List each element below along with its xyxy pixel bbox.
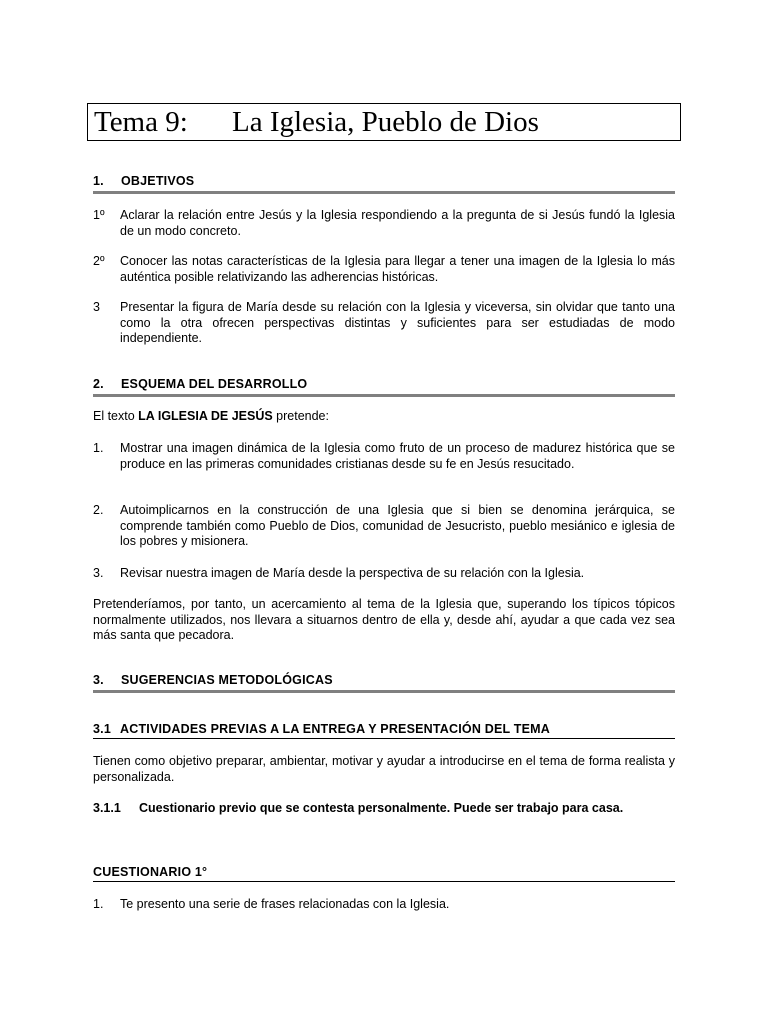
scheme-item-3 bbox=[93, 566, 675, 582]
objective-number: 1º bbox=[93, 208, 105, 222]
questionnaire-item-1 bbox=[93, 897, 675, 913]
objective-text: Conocer las notas características de la Iglesia para llegar a tener una imagen de la Iglesia lo más auténtica posible relativizando las adherencias históricas. bbox=[120, 254, 675, 284]
subsection-3-1-heading bbox=[93, 722, 675, 739]
subsection-3-1-text: Tienen como objetivo preparar, ambientar, motivar y ayudar a introducirse en el tema de forma realista y personalizada. bbox=[93, 754, 675, 784]
objective-item-1 bbox=[93, 208, 675, 239]
section-2-title: ESQUEMA DEL DESARROLLO bbox=[121, 377, 308, 391]
section-1-heading bbox=[93, 174, 675, 194]
objective-item-3 bbox=[93, 300, 675, 347]
scheme-number: 3. bbox=[93, 566, 104, 580]
questionnaire-heading bbox=[93, 865, 675, 882]
section-2-intro bbox=[93, 409, 675, 425]
scheme-item-2 bbox=[93, 503, 675, 550]
intro-bold-text: LA IGLESIA DE JESÚS bbox=[138, 409, 273, 423]
intro-text: El texto bbox=[93, 409, 139, 423]
subsection-3-1-title: ACTIVIDADES PREVIAS A LA ENTREGA Y PRESENTACIÓN DEL TEMA bbox=[120, 722, 550, 736]
objective-number: 2º bbox=[93, 254, 105, 268]
scheme-text: Mostrar una imagen dinámica de la Iglesia como fruto de un proceso de madurez histórica que se produce en las primeras comunidades cristianas desde su fe en Jesús resucitado. bbox=[120, 441, 675, 471]
section-2-closing: Pretenderíamos, por tanto, un acercamiento al tema de la Iglesia que, superando los típicos tópicos normalmente utilizados, nos llevara a situarnos dentro de ella y, desde ahí, ayudar a que cada vez sea más santa que pecadora. bbox=[93, 597, 675, 642]
intro-text-end: pretende: bbox=[272, 409, 329, 423]
title-number: Tema 9: bbox=[94, 106, 188, 138]
section-3-heading bbox=[93, 673, 675, 693]
objective-item-2 bbox=[93, 254, 675, 285]
page-title bbox=[87, 103, 681, 141]
subsection-3-1-1-number: 3.1.1 bbox=[93, 801, 121, 815]
section-2-number: 2. bbox=[93, 377, 104, 391]
section-2-heading bbox=[93, 377, 675, 397]
scheme-text: Revisar nuestra imagen de María desde la perspectiva de su relación con la Iglesia. bbox=[120, 566, 585, 580]
scheme-number: 1. bbox=[93, 441, 104, 455]
questionnaire-title: CUESTIONARIO 1° bbox=[93, 865, 208, 879]
subsection-3-1-number: 3.1 bbox=[93, 722, 111, 736]
objective-text: Presentar la figura de María desde su relación con la Iglesia y viceversa, sin olvidar que tanto una como la otra ofrecen perspectivas distintas y suficientes para ser estudiadas de modo independiente. bbox=[120, 300, 675, 345]
section-1-title: OBJETIVOS bbox=[121, 174, 195, 188]
subsection-3-1-1 bbox=[93, 800, 675, 816]
objective-number: 3 bbox=[93, 300, 100, 314]
scheme-item-1 bbox=[93, 441, 675, 472]
question-text: Te presento una serie de frases relacionadas con la Iglesia. bbox=[120, 897, 450, 911]
title-text: La Iglesia, Pueblo de Dios bbox=[232, 106, 539, 138]
section-3-title: SUGERENCIAS METODOLÓGICAS bbox=[121, 673, 333, 687]
question-number: 1. bbox=[93, 897, 104, 911]
subsection-3-1-1-text: Cuestionario previo que se contesta personalmente. Puede ser trabajo para casa. bbox=[139, 801, 624, 815]
scheme-text: Autoimplicarnos en la construcción de una Iglesia que si bien se denomina jerárquica, se comprende también como Pueblo de Dios, comunidad de Jesucristo, pueblo mesiánico e iglesia de los pobres y misionera. bbox=[120, 503, 675, 548]
scheme-number: 2. bbox=[93, 503, 104, 517]
section-3-number: 3. bbox=[93, 673, 104, 687]
section-1-number: 1. bbox=[93, 174, 104, 188]
objective-text: Aclarar la relación entre Jesús y la Iglesia respondiendo a la pregunta de si Jesús fundó la Iglesia de un modo concreto. bbox=[120, 208, 675, 238]
